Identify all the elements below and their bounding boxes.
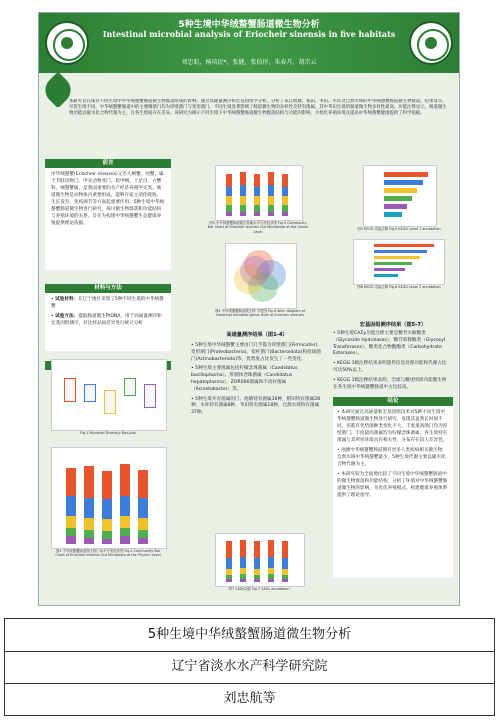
institute-logo-right: [409, 21, 453, 65]
methods-item-2: • 试验方法：提取肠道微生物DNA，用于高通量测序和宏基因组测序，对比样品间差异进行统计分析: [51, 314, 162, 326]
fig6-caption: 图6 KEGG 功能注释 Fig.6 KEGG Level 2 annotation: [357, 285, 441, 289]
abstract: 本研究旨在探讨不同生境中中华绒螯蟹肠道微生物群落组成的影响。通过高通量测序和宏基因组学分析，分析了来自池塘、稻田、苇田、水库及自然水域的中华绒螯蟹肠道微生物群落。结果显示，尽管生境不同，中华绒螯蟹肠道中的主要细菌门均为厚壁菌门与变形菌门。不同生境显著影响了肠道微生物的多样性及特有菌属，其中苇田生境的肠道微生物多样性最高。功能注释显示，肠道微生物功能以碳水化合物代谢为主，且各生境间存在差异。该研究为揭示不同生境下中华绒螯蟹肠道微生物群落结构与功能的影响，为优化养殖环境及提高中华绒螯蟹健康提供了科学依据。: [69, 99, 447, 117]
figure-bar: [384, 172, 428, 177]
boxplot-box: [104, 390, 116, 414]
figure-bar: [384, 204, 407, 209]
methods-item-1: • 试验材料：在辽宁地区采集了5种不同生境的中华绒螯蟹: [51, 297, 164, 309]
institute-logo-left: [45, 21, 89, 65]
fig3-caption: 图3 中华绒螯蟹肠道微生物属水平分类柱状图 Fig.3 Community Bar Chart of Eriocheir sinensis Gut Microbiota at the Genus Level: [207, 221, 309, 234]
figure-bar: [384, 180, 423, 185]
boxplot-box: [84, 384, 96, 402]
fig5-caption: 图5 KEGG 功能注释 Fig.5 KEGG Level 1 annotation: [357, 227, 441, 231]
left-column: [45, 159, 171, 370]
fig5-kegg-level1: [363, 165, 437, 227]
fig3-genus-bars: [215, 165, 303, 221]
boxplot-box: [124, 378, 136, 396]
meta-item-3: • KEGG 1级注释结果表明，全球与概述图谱功能微生物在各生境中华绒螯蟹肠道中占比较高。: [333, 377, 447, 390]
meta-heading: 宏基因组测序结果（图5-7）: [359, 322, 427, 328]
info-title: 5种生境中华绒螯蟹肠道微生物分析: [5, 619, 494, 652]
figure-bar: [254, 174, 260, 216]
fig1-boxplot: [51, 359, 167, 431]
figure-bar: [138, 470, 148, 544]
conclusion-item-1: • 本研究通过高通量和宏基因组技术对5种不同生境中华绒螯蟹肠道微生物进行研究，发现其虽然长时间不同，但都有优势菌种类变化不大，丰度最高菌门均为厚壁菌门，丰度最高菌属均为柠檬念珠菌属，各生境特有菌属与其所处环境具有相关性，分布存在较大差异性。: [337, 410, 448, 444]
hts-item-1: • 5种生境中华绒螯蟹主要由门几乎都为厚壁菌门(Firmicutes)、变形菌门(Proteobacteria)、拟杆菌门(Bacteroidota)和放线菌门(Actinobacteriota)等，优势度占比发生了一些变化。: [191, 343, 322, 362]
poster-title-en: Intestinal microbial analysis of Eriocheir sinensis in five habitats: [102, 29, 396, 39]
poster-banner: [39, 13, 459, 73]
poster-authors: 刘忠航，杨培民*，张健，张伯序，朱春月，胡宗云: [181, 59, 317, 66]
conclusion-item-3: • 本研究较为全面地比较了不同生境中华绒螯蟹肠道中的微生物群落和功能结构，分析了环境对中华绒螯蟹肠道微生物的影响，为优化养殖模式、构建健康养殖体系提供了理论指导。: [337, 472, 448, 499]
methods-body: [45, 293, 171, 351]
figure-bar: [240, 172, 246, 216]
figure-bar: [374, 256, 420, 259]
hts-results: [191, 343, 323, 417]
figure-bar: [226, 541, 232, 582]
conclusion-body: [333, 406, 453, 578]
methods-heading: 材料与方法: [45, 284, 171, 293]
fig2-phylum-bars: [51, 447, 167, 549]
meta-item-2: • KEGG 1级注释结果表明遗传信息处理功能和代谢占比可达50%以上。: [333, 361, 447, 373]
meta-results: [333, 331, 451, 391]
hts-item-2: • 5种生境主要菌属包括柠檬念珠菌属（Candidatus bacilloplasma）、肝胰体念珠菌属（Candidatus hepatoplasma）、ZOR006菌属和不动杆菌属（Acinetobacter）等。: [191, 366, 298, 392]
meta-item-1: • 5种生境CAZy功能注释主要是糖苷水解酶类（Glycoside Hydrolases）、糖苷转移酶类（Glycosyl Transferases）、糖类化合物酯酶类（Carbohydrate Esterases）。: [333, 331, 446, 357]
hts-heading: 高通量测序结果（图1-4）: [226, 332, 288, 338]
figure-bar: [240, 540, 246, 582]
figure-bar: [66, 468, 76, 544]
fig1-caption: Fig.1 Microbial Diversity Box-plot: [80, 431, 136, 435]
figure-bar: [282, 541, 288, 582]
figure-bar: [226, 174, 232, 216]
figure-bar: [254, 541, 260, 582]
fig4-venn: [225, 243, 297, 309]
conclusion-item-2: • 池塘中华绒螯蟹肠道拥有更多人类疾病相关微生物，自然水域中华绒螯蟹最少，5种生境代谢主要以碳水化合物代谢为主。: [337, 448, 447, 468]
figure-bar: [120, 464, 130, 544]
conclusion-heading: 结论: [333, 397, 453, 406]
figure-bar: [84, 466, 94, 544]
figure-bar: [374, 268, 405, 271]
fig6-kegg-level2: [353, 239, 445, 285]
figure-bar: [374, 250, 427, 253]
figure-bar: [384, 188, 417, 193]
figure-bar: [374, 274, 398, 277]
figure-bar: [102, 471, 112, 544]
figure-bar: [268, 172, 274, 216]
info-author: 刘忠航等: [223, 691, 276, 706]
figure-bar: [374, 262, 412, 265]
intro-body: 中华绒螯蟹(Eriocheir sinensis)又名大闸蟹、河蟹，属于节肢动物门、甲壳动物亚门、软甲纲、十足目、方蟹科、绒螯蟹属，是我国重要的水产经济养殖甲壳类。肠道微生物是动物体内重要组成，能够在宿主消化吸收、生长发育、免疫调节等方面起重要作用。5种生境中华绒螯蟹肠道微生物进行研究，探讨微生物群落和功能结构与养殖环境的关系，旨在为构建中华绒螯蟹生态健康养殖提供理论依据。: [45, 168, 171, 270]
figure-bar: [268, 540, 274, 582]
poster-title-cn: 5种生境中华绒螯蟹肠道微生物分析: [178, 20, 320, 30]
fig7-cazy: [215, 533, 305, 587]
hts-item-3: • 5种生境共有菌属的门、池塘特有菌属16种，稻田特有菌属28种，水库特有菌属8种，苇田特有菌属18种，自然水域特有菌属37种。: [191, 396, 321, 416]
info-institution: 辽宁省淡水水产科学研究院: [5, 651, 494, 684]
boxplot-box: [144, 384, 156, 408]
poster: [38, 12, 460, 606]
figure-bar: [384, 212, 402, 217]
info-table: [4, 618, 495, 716]
intro-heading: 前言: [45, 159, 171, 168]
boxplot-box: [64, 378, 76, 402]
figure-bar: [282, 174, 288, 216]
fig2-caption: 图2 中华绒螯蟹肠道微生物门水平分类柱状图 Fig.2 Community Bar Chart of Eriocheir sinensis Gut Microbiota at the Phylum Level: [55, 549, 161, 558]
figure-bar: [384, 196, 412, 201]
right-column: [333, 331, 453, 578]
figure-bar: [374, 244, 434, 247]
fig4-caption: 图4 中华绒螯蟹肠道微生物 韦恩图 Fig.4 Venn diagram of intestinal microbial genus level of Eriocheir sinensis: [215, 309, 305, 318]
fig7-caption: 图7 CAZy功能 Fig.7 CAZy annotation: [228, 587, 290, 591]
